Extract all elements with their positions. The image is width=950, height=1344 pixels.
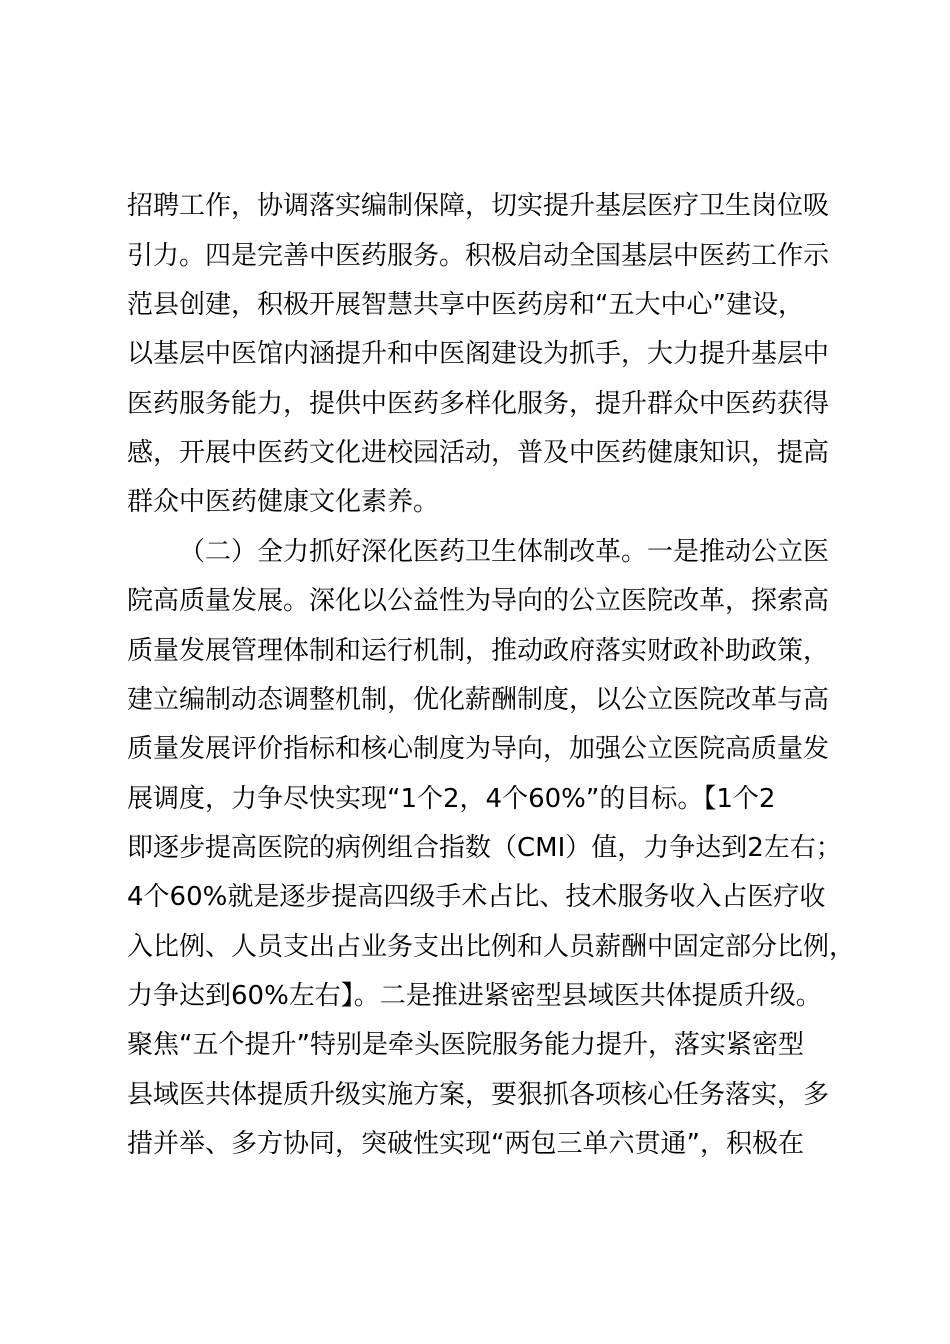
paragraph-line: 以基层中医馆内涵提升和中医阁建设为抓手，大力提升基层中 <box>127 339 830 369</box>
paragraph-line: 群众中医药健康文化素养。 <box>127 487 440 517</box>
paragraph-line: 力争达到60%左右】。二是推进紧密型县域医共体提质升级。 <box>127 981 822 1011</box>
paragraph-line: 展调度，力争尽快实现“1个2，4个60%”的目标。【1个2 <box>127 784 776 814</box>
paragraph-line: 建立编制动态调整机制，优化薪酬制度，以公立医院改革与高 <box>127 685 830 715</box>
paragraph-line: 范县创建，积极开展智慧共享中医药房和“五大中心”建设， <box>127 290 804 320</box>
section-heading-line: （二）全力抓好深化医药卫生体制改革。一是推动公立医 <box>179 537 830 567</box>
paragraph-line: 质量发展管理体制和运行机制，推动政府落实财政补助政策， <box>127 636 830 666</box>
paragraph-line: 聚焦“五个提升”特别是牵头医院服务能力提升，落实紧密型 <box>127 1030 804 1060</box>
paragraph-line: 县域医共体提质升级实施方案，要狠抓各项核心任务落实，多 <box>127 1080 830 1110</box>
paragraph-line: 措并举、多方协同，突破性实现“两包三单六贯通”，积极在 <box>127 1129 804 1159</box>
paragraph-line: 4个60%就是逐步提高四级手术占比、技术服务收入占医疗收 <box>127 882 826 912</box>
paragraph-line: 感，开展中医药文化进校园活动，普及中医药健康知识，提高 <box>127 438 830 468</box>
paragraph-line: 招聘工作，协调落实编制保障，切实提升基层医疗卫生岗位吸 <box>127 191 830 221</box>
paragraph-line: 质量发展评价指标和核心制度为导向，加强公立医院高质量发 <box>127 734 830 764</box>
paragraph-line: 即逐步提高医院的病例组合指数（CMI）值，力争达到2左右； <box>127 833 842 863</box>
paragraph-line: 入比例、人员支出占业务支出比例和人员薪酬中固定部分比例， <box>127 932 856 962</box>
paragraph-line: 医药服务能力，提供中医药多样化服务，提升群众中医药获得 <box>127 389 830 419</box>
paragraph-line: 院高质量发展。深化以公益性为导向的公立医院改革，探索高 <box>127 586 830 616</box>
paragraph-line: 引力。四是完善中医药服务。积极启动全国基层中医药工作示 <box>127 241 830 271</box>
